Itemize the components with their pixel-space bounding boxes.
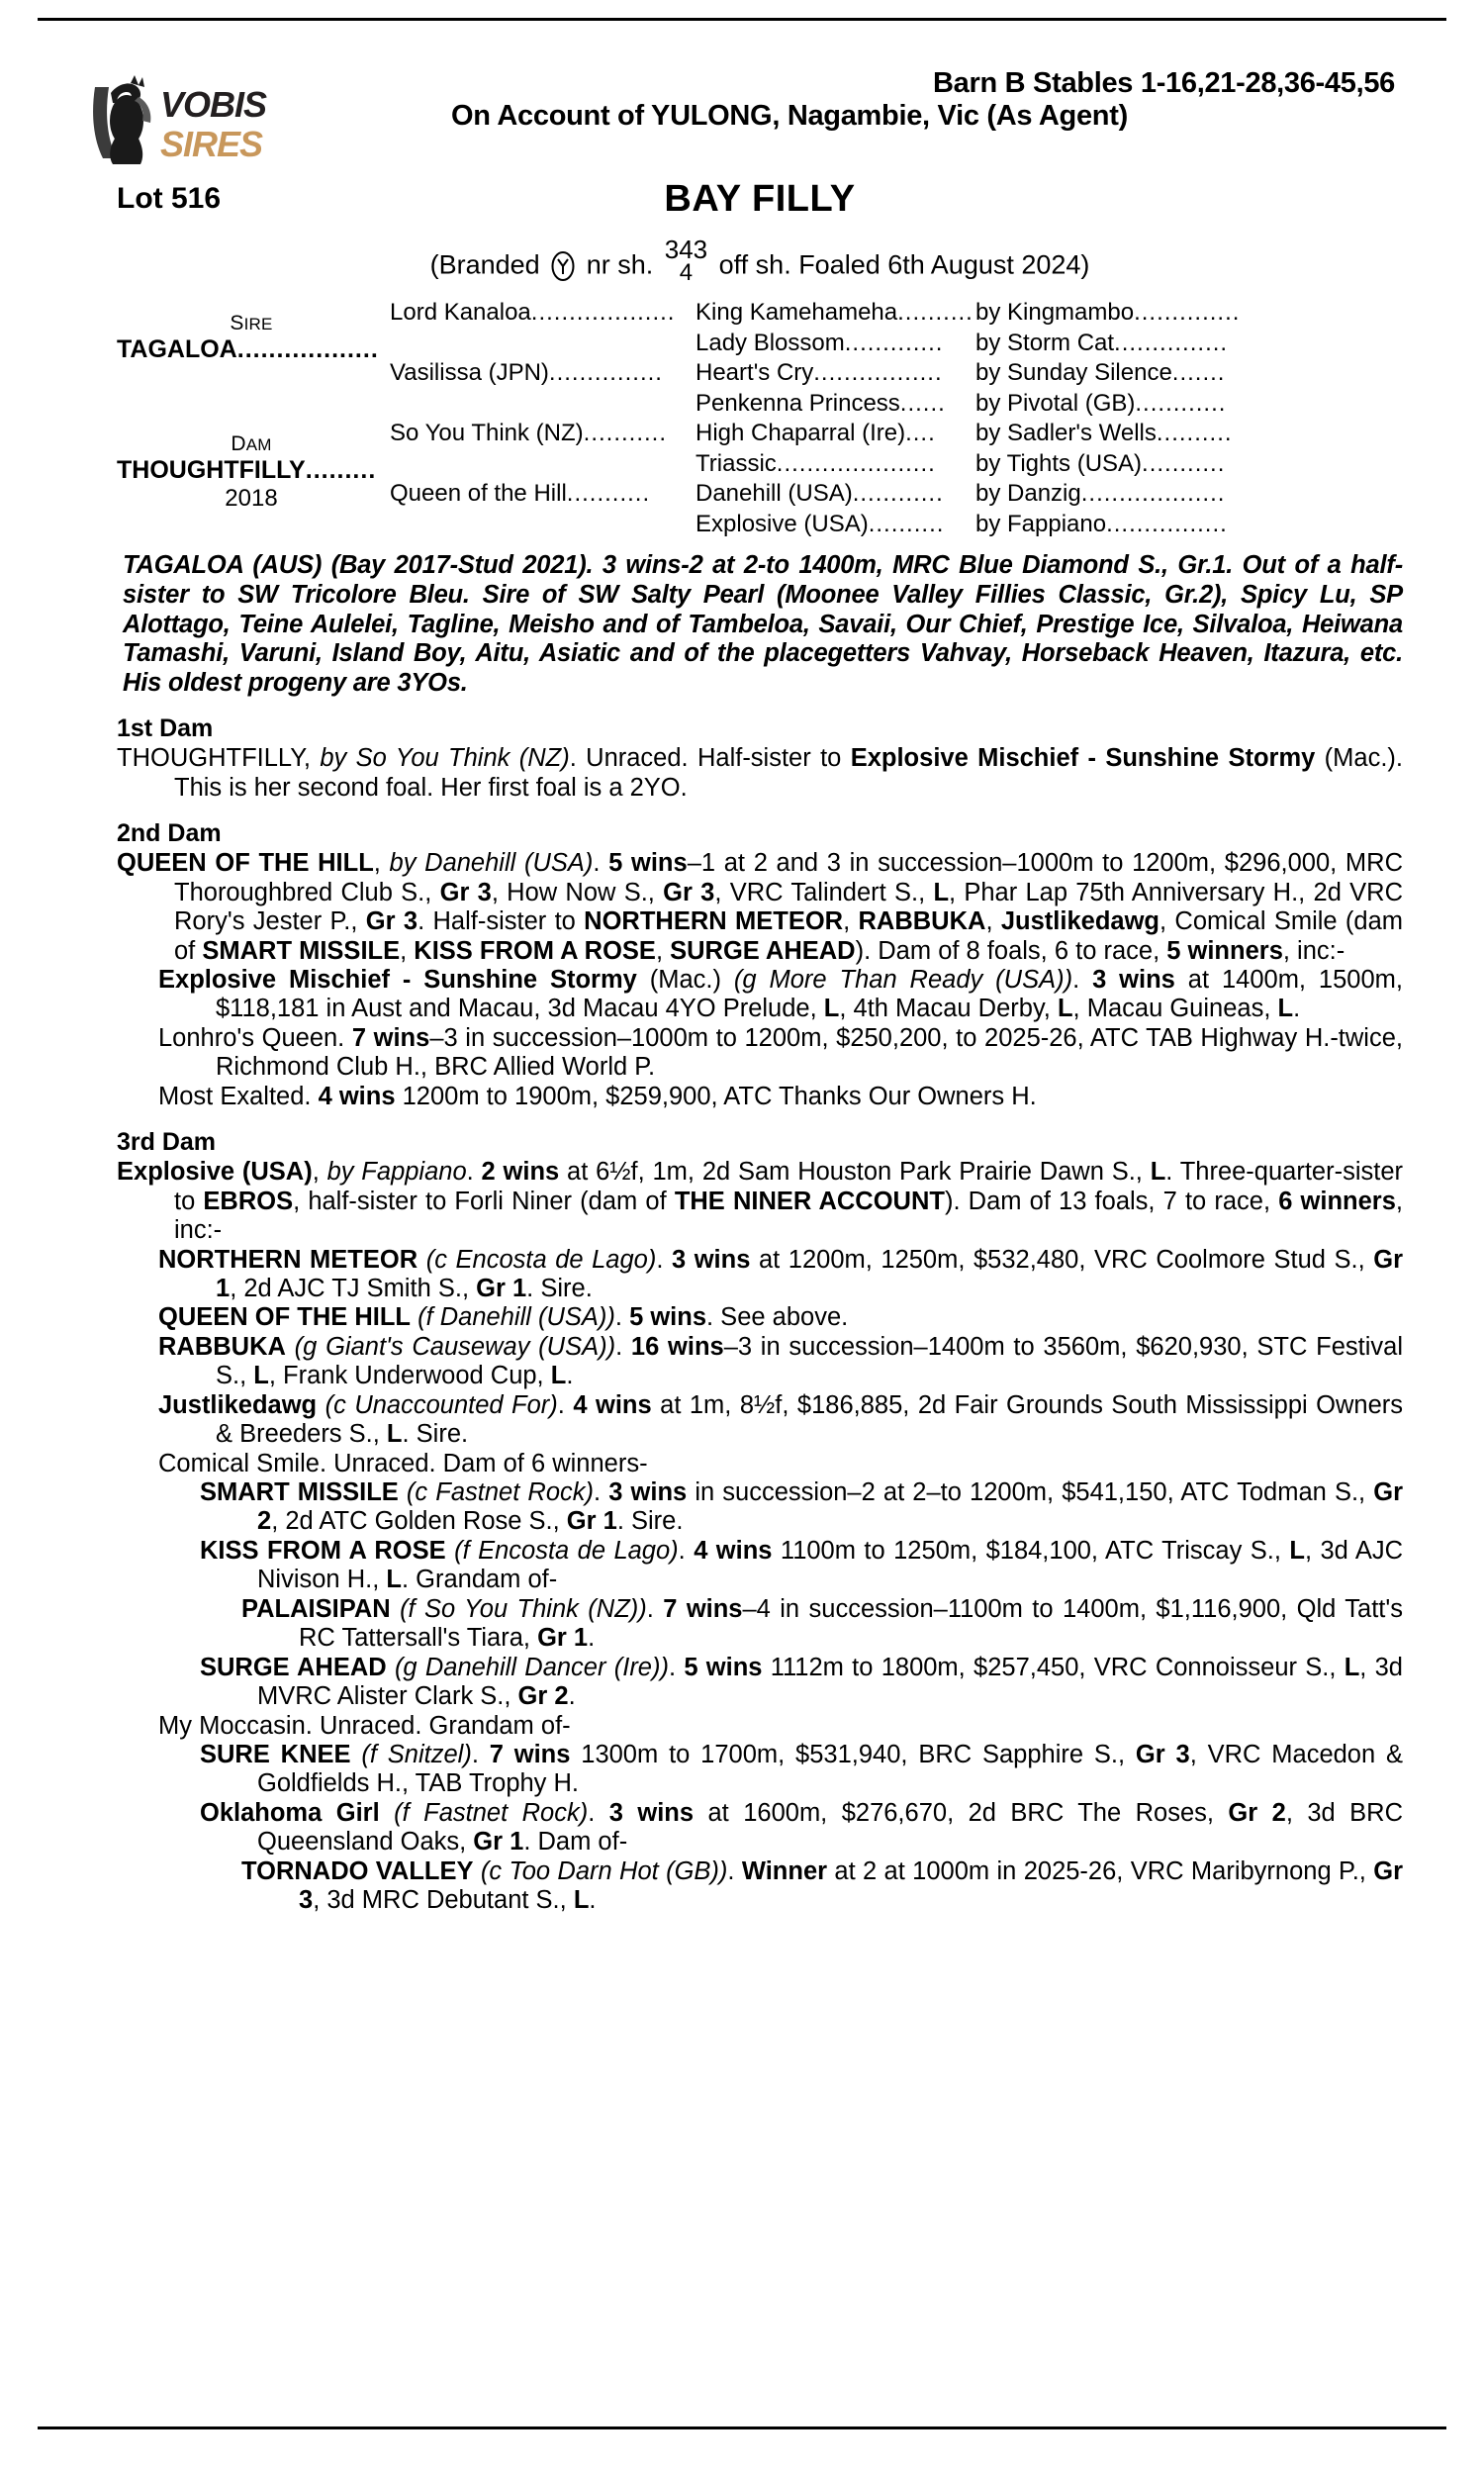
pedigree-entry: KISS FROM A ROSE (f Encosta de Lago). 4 wins 1100m to 1250m, $184,100, ATC Triscay S., L, 3d AJC Nivison H., L. Grandam of- <box>200 1536 1404 1594</box>
brand-denominator: 4 <box>679 258 694 286</box>
pedigree-gen4-row: by Storm Cat............... <box>975 329 1229 356</box>
pedigree-gen4-row: by Tights (USA)........... <box>975 449 1226 477</box>
page-title: BAY FILLY <box>664 178 856 220</box>
bottom-rule <box>38 2426 1446 2429</box>
second-dam-heading: 2nd Dam <box>117 819 222 848</box>
pedigree-gen3-row: Triassic..................... <box>696 449 936 477</box>
sire-name: TAGALOA.................. <box>117 335 379 364</box>
pedigree-gen3-row: Danehill (USA)............ <box>696 480 944 508</box>
pedigree-gen4-row: by Sadler's Wells.......... <box>975 420 1233 447</box>
brand-fraction <box>664 235 708 286</box>
svg-text:VOBIS: VOBIS <box>160 84 267 125</box>
svg-text:SIRES: SIRES <box>160 124 263 164</box>
pedigree-entry: Lonhro's Queen. 7 wins–3 in succession–1000m to 1200m, $250,200, to 2025-26, ATC TAB Highway H.-twice, Richmond Club H., BRC Allied World P. <box>158 1023 1403 1082</box>
pedigree-gen3-row: High Chaparral (Ire).... <box>696 420 936 447</box>
pedigree-entry: NORTHERN METEOR (c Encosta de Lago). 3 wins at 1200m, 1250m, $532,480, VRC Coolmore Stud S., Gr 1, 2d AJC TJ Smith S., Gr 1. Sire. <box>158 1245 1403 1302</box>
page-header <box>117 59 1403 178</box>
dam-block <box>117 432 386 513</box>
pedigree-gen4-row: by Pivotal (GB)............ <box>975 389 1227 417</box>
y-in-circle-brand-icon <box>550 250 576 282</box>
pedigree-generation-3 <box>696 298 974 539</box>
dam-dots: ......... <box>305 456 377 485</box>
barn-stables-line: Barn B Stables 1-16,21-28,36-45,56 <box>933 67 1395 99</box>
lot-title-row <box>117 178 1403 236</box>
top-rule <box>38 18 1446 21</box>
pedigree-entry: Comical Smile. Unraced. Dam of 6 winners- <box>158 1449 648 1477</box>
pedigree-gen3-row: Penkenna Princess...... <box>696 389 946 417</box>
pedigree-gen2-row: Lord Kanaloa................... <box>390 299 676 327</box>
pedigree-entry: RABBUKA (g Giant's Causeway (USA)). 16 wins–3 in succession–1400m to 3560m, $620,930, STC Festival S., L, Frank Underwood Cup, L. <box>158 1332 1403 1390</box>
pedigree-entry: SURE KNEE (f Snitzel). 7 wins 1300m to 1700m, $531,940, BRC Sapphire S., Gr 3, VRC Macedon & Goldfields H., TAB Trophy H. <box>200 1740 1404 1798</box>
dam-name: THOUGHTFILLY......... <box>117 456 377 485</box>
pedigree-entry: Oklahoma Girl (f Fastnet Rock). 3 wins at 1600m, $276,670, 2d BRC The Roses, Gr 2, 3d BRC Queensland Oaks, Gr 1. Dam of- <box>200 1798 1403 1856</box>
pedigree-entry: Explosive Mischief - Sunshine Stormy (Mac.) (g More Than Ready (USA)). 3 wins at 1400m, 1500m, $118,181 in Aust and Macau, 3d Macau 4YO Prelude, L, 4th Macau Derby, L, Macau Guineas, L. <box>158 966 1403 1023</box>
pedigree-entry: QUEEN OF THE HILL (f Danehill (USA)). 5 wins. See above. <box>158 1303 849 1332</box>
pedigree-gen2-row: Vasilissa (JPN)............... <box>390 359 663 387</box>
pedigree-entry: Justlikedawg (c Unaccounted For). 4 wins at 1m, 8½f, $186,885, 2d Fair Grounds South Mississippi Owners & Breeders S., L. Sire. <box>158 1390 1403 1449</box>
pedigree-gen3-row: King Kamehameha.......... <box>696 299 974 327</box>
pedigree-gen4-row: by Danzig................... <box>975 480 1226 508</box>
pedigree-entry: QUEEN OF THE HILL, by Danehill (USA). 5 wins–1 at 2 and 3 in succession–1000m to 1200m, $296,000, MRC Thoroughbred Club S., Gr 3, How Now S., Gr 3, VRC Talindert S., L, Phar Lap 75th Anniversary H., 2d VRC Rory's Jester P., Gr 3. Half-sister to NORTHERN METEOR, RABBUKA, Justlikedawg, Comical Smile (dam of SMART MISSILE, KISS FROM A ROSE, SURGE AHEAD). Dam of 8 foals, 6 to race, 5 winners, inc:- <box>117 849 1404 965</box>
pedigree-table <box>117 298 1403 545</box>
page-content <box>117 59 1403 1916</box>
dam-year: 2018 <box>225 485 278 513</box>
sire-block <box>117 312 386 364</box>
pedigree-entry: PALAISIPAN (f So You Think (NZ)). 7 wins–4 in succession–1100m to 1400m, $1,116,900, Qld Tatt's RC Tattersall's Tiara, Gr 1. <box>241 1594 1403 1653</box>
pedigree-gen2-row: Queen of the Hill........... <box>390 480 651 508</box>
pedigree-gen3-row: Heart's Cry................. <box>696 359 943 387</box>
brand-near-side: nr sh. <box>586 249 654 280</box>
third-dam-heading: 3rd Dam <box>117 1128 217 1157</box>
pedigree-gen4-row: by Kingmambo.............. <box>975 299 1241 327</box>
pedigree-entry: SMART MISSILE (c Fastnet Rock). 3 wins in succession–2 at 2–to 1200m, $541,150, ATC Todman S., Gr 2, 2d ATC Golden Rose S., Gr 1. Sire. <box>200 1478 1404 1536</box>
lot-number: Lot 516 <box>117 182 222 215</box>
sire-label: SIRE <box>230 312 273 335</box>
pedigree-gen2-row: So You Think (NZ)........... <box>390 420 668 447</box>
first-dam-heading: 1st Dam <box>117 714 214 743</box>
first-dam-entry: THOUGHTFILLY, by So You Think (NZ). Unraced. Half-sister to Explosive Mischief - Sunshine Stormy (Mac.). This is her second foal. Her first foal is a 2YO. <box>117 744 1403 802</box>
second-dam-entries <box>117 849 1403 1111</box>
brand-off-side: off sh. Foaled 6th August 2024) <box>718 249 1090 280</box>
sire-dots: .................. <box>236 335 379 364</box>
branding-line <box>117 235 1403 286</box>
dam-label: DAM <box>231 432 272 456</box>
pedigree-entry: TORNADO VALLEY (c Too Darn Hot (GB)). Winner at 2 at 1000m in 2025-26, VRC Maribyrnong P., Gr 3, 3d MRC Debutant S., L. <box>241 1856 1404 1915</box>
pedigree-gen3-row: Lady Blossom............. <box>696 329 944 356</box>
pedigree-entry: SURGE AHEAD (g Danehill Dancer (Ire)). 5 wins 1112m to 1800m, $257,450, VRC Connoisseur S., L, 3d MVRC Alister Clark S., Gr 2. <box>200 1653 1403 1711</box>
pedigree-gen4-row: by Sunday Silence....... <box>975 359 1226 387</box>
third-dam-entries <box>117 1158 1403 1915</box>
brand-prefix: (Branded <box>429 249 540 280</box>
pedigree-gen3-row: Explosive (USA).......... <box>696 510 945 537</box>
brand-numerator: 343 <box>664 235 708 264</box>
pedigree-generation-4 <box>975 298 1403 539</box>
account-line: On Account of YULONG, Nagambie, Vic (As Agent) <box>451 100 1128 133</box>
pedigree-entry: My Moccasin. Unraced. Grandam of- <box>158 1711 571 1740</box>
pedigree-entry: Explosive (USA), by Fappiano. 2 wins at 6½f, 1m, 2d Sam Houston Park Prairie Dawn S., L. Three-quarter-sister to EBROS, half-sister to Forli Niner (dam of THE NINER ACCOUNT). Dam of 13 foals, 7 to race, 6 winners, inc:- <box>117 1158 1404 1245</box>
sire-summary-paragraph: TAGALOA (AUS) (Bay 2017-Stud 2021). 3 wins-2 at 2-to 1400m, MRC Blue Diamond S., Gr.1. Out of a half-sister to SW Tricolore Bleu. Sire of SW Salty Pearl (Moonee Valley Fillies Classic, Gr.2), Spicy Lu, SP Alottago, Teine Aulelei, Tagline, Meisho and of Tambeloa, Savaii, Our Chief, Prestige Ice, Silvaloa, Heiwana Tamashi, Varuni, Island Boy, Aitu, Asiatic and of the placegetters Vahvay, Horseback Heaven, Itazura, etc. His oldest progeny are 3YOs. <box>123 551 1403 697</box>
pedigree-gen4-row: by Fappiano................ <box>975 510 1228 537</box>
pedigree-entry: Most Exalted. 4 wins 1200m to 1900m, $259,900, ATC Thanks Our Owners H. <box>158 1082 1037 1110</box>
